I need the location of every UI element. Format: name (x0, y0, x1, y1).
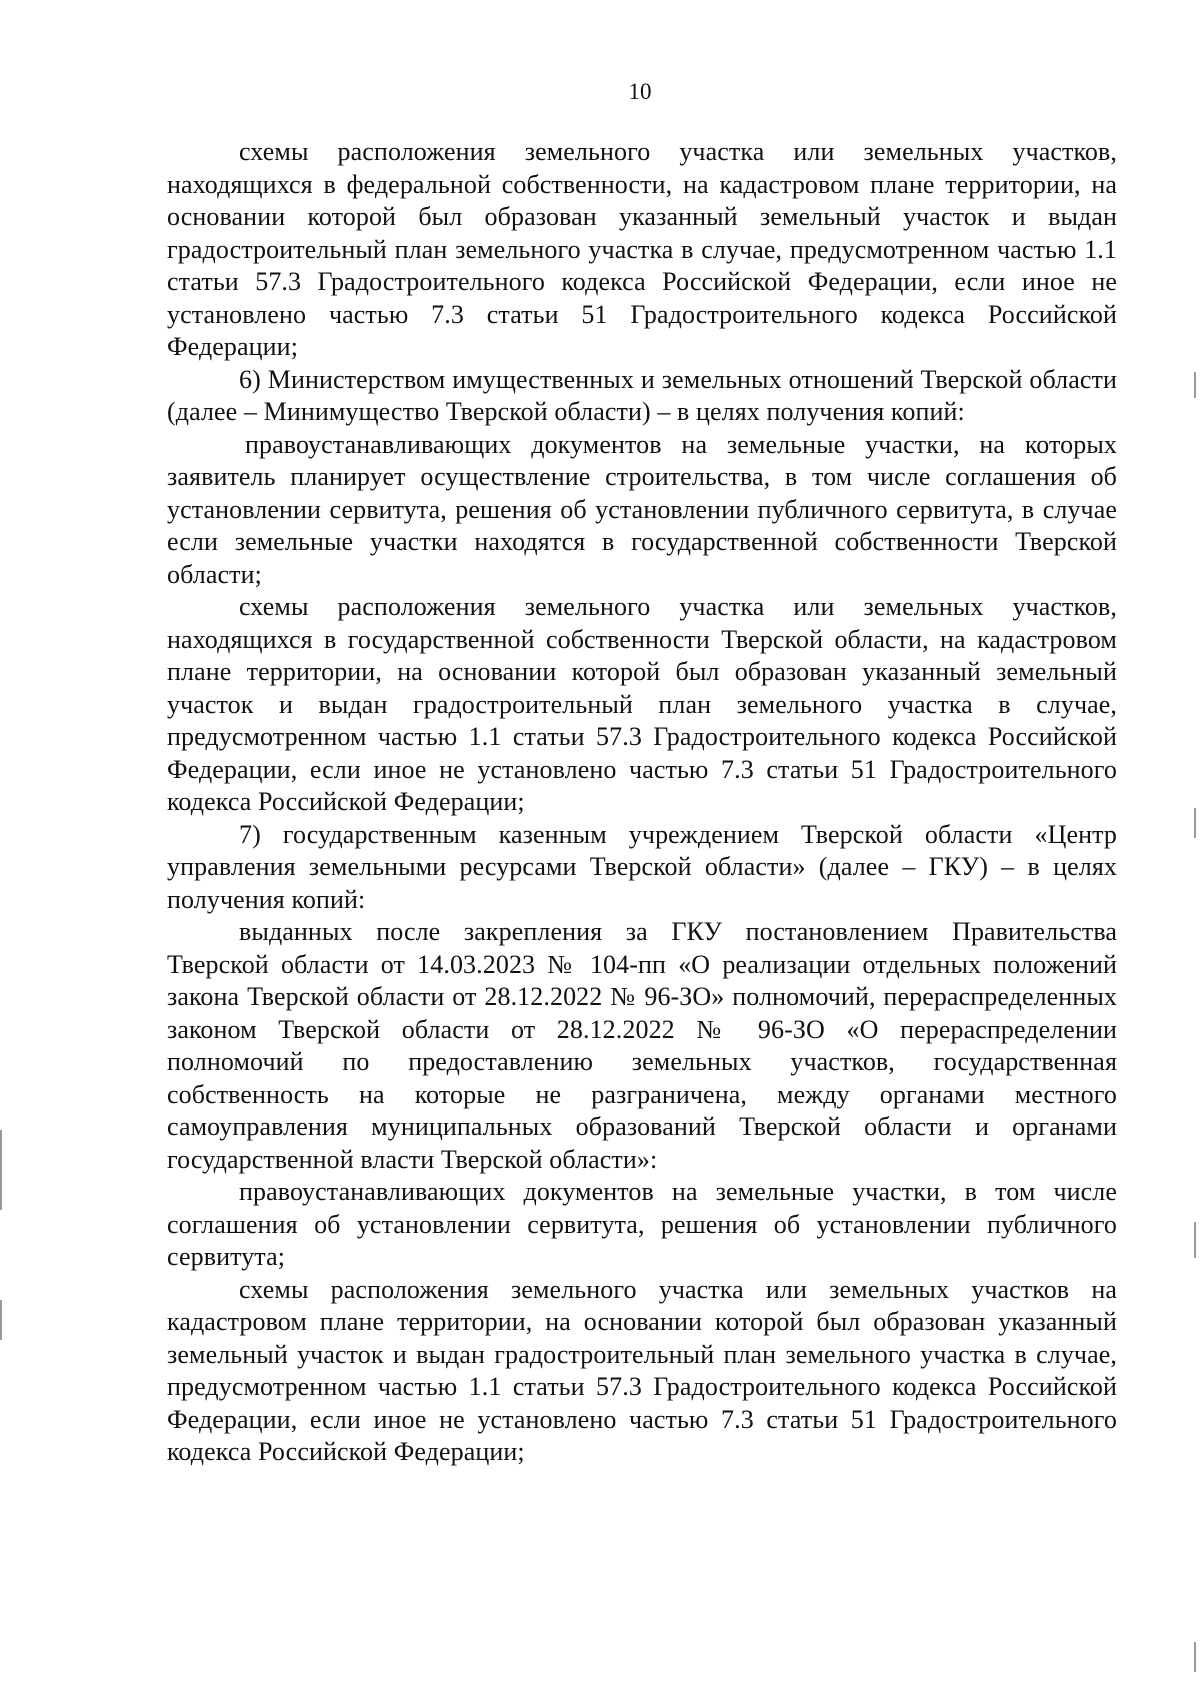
paragraph-8: схемы расположения земельного участка или земельных участков на кадастровом плане территории, на основании которой был образован указанный земельный участок и выдан градостроительный план земельного участка в случае, предусмотренном частью 1.1 статьи 57.3 Градостроительного кодекса Российской Федерации, если иное не установлено частью 7.3 статьи 51 Градостроительного кодекса Российской Федерации; (167, 1274, 1117, 1466)
paragraph-7: правоустанавливающих документов на земельные участки, в том числе соглашения об установлении сервитута, решения об установлении публичного сервитута; (167, 1177, 1117, 1271)
scan-artifact (1194, 1222, 1196, 1258)
scan-artifact (1194, 1642, 1196, 1672)
paragraph-5: 7) государственным казенным учреждением Тверской области «Центр управления земельными ресурсами Тверской области» (далее – ГКУ) – в целях получения копий: (167, 819, 1117, 914)
scan-artifact (1194, 808, 1196, 838)
paragraph-2: 6) Министерством имущественных и земельных отношений Тверской области (далее – Минимущество Тверской области) – в целях получения копий: (167, 364, 1117, 426)
paragraph-1: схемы расположения земельного участка или земельных участков, находящихся в федеральной собственности, на кадастровом плане территории, на основании которой был образован указанный земельный участок и выдан градостроительный план земельного участка в случае, предусмотренном частью 1.1 статьи 57.3 Градостроительного кодекса Российской Федерации, если иное не установлено частью 7.3 статьи 51 Градостроительного кодекса Российской Федерации; (167, 137, 1117, 361)
scan-artifact (0, 1300, 2, 1340)
paragraph-3: правоустанавливающих документов на земельные участки, на которых заявитель планирует осуществление строительства, в том числе соглашения об установлении сервитута, решения об установлении публичного сервитута, в случае если земельные участки находятся в государственной собственности Тверской области; (167, 429, 1117, 589)
paragraph-6: выданных после закрепления за ГКУ постановлением Правительства Тверской области от 14.03.2023 № 104-пп «О реализации отдельных положений закона Тверской области от 28.12.2022 № 96-ЗО» полномочий, перераспределенных законом Тверской области от 28.12.2022 № 96-ЗО «О перераспределении полномочий по предоставлению земельных участков, государственная собственность на которые не разграничена, между органами местного самоуправления муниципальных образований Тверской области и органами государственной власти Тверской области»: (167, 917, 1117, 1174)
scan-artifact (1194, 372, 1196, 398)
paragraph-4: схемы расположения земельного участка или земельных участков, находящихся в государственной собственности Тверской области, на кадастровом плане территории, на основании которой был образован указанный земельный участок и выдан градостроительный план земельного участка в случае, предусмотренном частью 1.1 статьи 57.3 Градостроительного кодекса Российской Федерации, если иное не установлено частью 7.3 статьи 51 Градостроительного кодекса Российской Федерации; (167, 592, 1117, 816)
document-body (167, 136, 1117, 1469)
scan-artifact (0, 1130, 2, 1210)
page-number: 10 (628, 79, 652, 104)
